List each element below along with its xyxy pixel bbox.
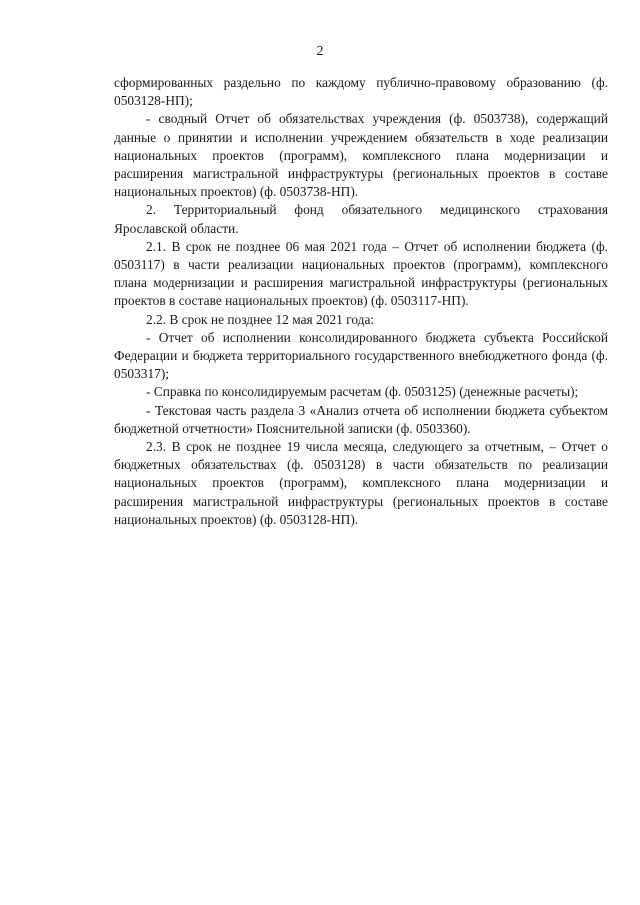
paragraph-continuation: сформированных раздельно по каждому публично-правовому образованию (ф. 0503128-НП); [114, 75, 608, 109]
page-number: 2 [316, 44, 324, 59]
paragraph-2-1: 2.1. В срок не позднее 06 мая 2021 года – Отчет об исполнении бюджета (ф. 0503117) в части реализации национальных проектов (программ), комплексного плана модернизации и расширения магистральной инфраструктуры (региональных проектов в составе национальных проектов) (ф. 0503117-НП). [114, 238, 608, 309]
paragraph-2-2-item-3: - Текстовая часть раздела 3 «Анализ отчета об исполнении бюджета субъектом бюджетной отчетности» Пояснительной записки (ф. 0503360). [114, 402, 608, 436]
paragraph-summary-report-item: - сводный Отчет об обязательствах учреждения (ф. 0503738), содержащий данные о принятии и исполнении учреждением обязательств в ходе реализации национальных проектов (программ), комплексного плана модернизации и расширения магистральной инфраструктуры (региональных проектов в составе национальных проектов) (ф. 0503738-НП). [114, 111, 608, 200]
paragraph-2-3: 2.3. В срок не позднее 19 числа месяца, следующего за отчетным, – Отчет о бюджетных обязательствах (ф. 0503128) в части обязательств по реализации национальных проектов (программ), комплексного плана модернизации и расширения магистральной инфраструктуры (региональных проектов в составе национальных проектов) (ф. 0503128-НП). [114, 439, 608, 527]
paragraph-section-2-heading: 2. Территориальный фонд обязательного медицинского страхования Ярославской области. [114, 202, 608, 236]
paragraph-2-2-item-2: - Справка по консолидируемым расчетам (ф. 0503125) (денежные расчеты); [146, 384, 579, 400]
paragraph-2-2: 2.2. В срок не позднее 12 мая 2021 года: [146, 311, 375, 327]
body-text [114, 74, 608, 529]
paragraph-2-2-item-1: - Отчет об исполнении консолидированного бюджета субъекта Российской Федерации и бюджета территориального государственного внебюджетного фонда (ф. 0503317); [114, 329, 608, 382]
